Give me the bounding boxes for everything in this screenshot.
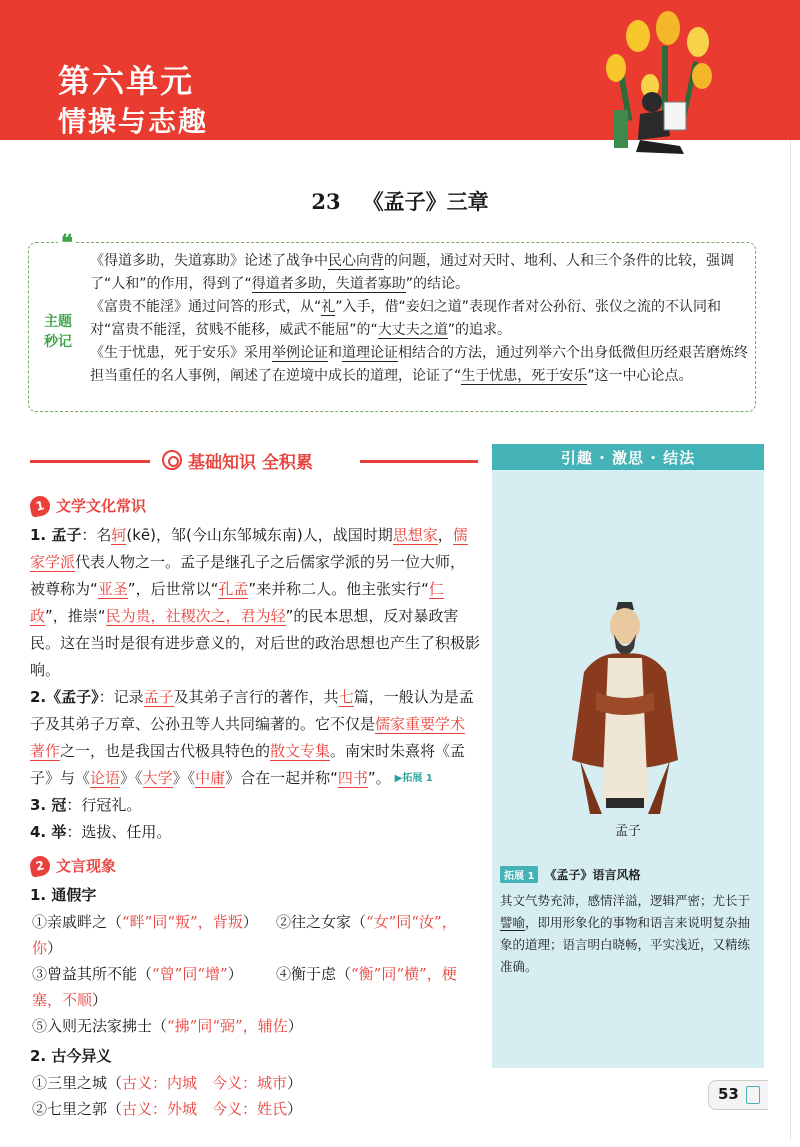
section-divider-right [360,460,478,463]
spiral-icon [162,450,182,470]
extension-tag: 拓展 1 [500,866,538,883]
portrait-caption: 孟子 [614,824,641,839]
number-badge-icon: 2 [28,854,52,878]
tongjia-item: ③曾益其所不能（“曾”同“增”） [32,965,243,983]
tongjia-item: ④衡于虑（“衡”同“横”，梗塞，不顺） [32,965,457,1009]
sidebar-header: 引趣 · 激思 · 结法 [492,444,764,470]
unit-subtitle: 情操与志趣 [58,105,209,138]
quote-mark-icon: ❝ [58,233,76,253]
extension-body: 其文气势充沛，感情洋溢，逻辑严密；尤长于譬喻，即用形象化的事物和语言来说明复杂抽象的道理；语言明白晓畅，平实浅近，又精练准确。 [500,893,751,974]
tongjia-list [30,909,480,1039]
theme-paragraph-2: 《富贵不能淫》通过问答的形式，从“礼”入手，借“妾妇之道”表现作者对公孙衍、张仪之流的不认同和对“富贵不能淫，贫贱不能移，威武不能屈”的“大丈夫之道”的追求。 [90,299,722,338]
theme-summary-text [90,250,752,388]
tongjia-item: ⑤入则无法家拂士（“拂”同“弼”，辅佐） [32,1017,303,1035]
basic-knowledge-column [30,492,480,1122]
gujin-heading: 2. 古今异义 [30,1047,112,1065]
book-icon [746,1086,760,1104]
section-divider-left [30,460,150,463]
gujin-item: ②七里之郭（古义：外城 今义：姓氏） [32,1100,303,1118]
section-heading: 基础知识 全积累 [152,446,323,474]
theme-label: 主题 秒记 [44,314,72,350]
lesson-title [0,186,800,216]
tongjia-heading: 1. 通假字 [30,886,97,904]
lesson-name: 《孟子》三章 [362,189,489,214]
reading-person-with-tulips-illustration [600,6,720,156]
number-badge-icon: 1 [28,494,52,518]
tongjia-item: ①亲戚畔之（“畔”同“叛”，背叛） [32,913,258,931]
culture-item-ju: 4. 举：选拔、任用。 [30,823,172,841]
gujin-item: ①三里之城（古义：内城 今义：城市） [32,1074,303,1092]
theme-paragraph-1: 《得道多助，失道寡助》论述了战争中民心向背的问题，通过对天时、地利、人和三个条件的比较，强调了“人和”的作用，得到了“得道者多助，失道者寡助”的结论。 [90,253,734,292]
mencius-portrait-illustration [560,592,690,814]
page-number: 53 [718,1085,739,1103]
classical-subheading: 2 文言现象 [30,852,480,880]
theme-paragraph-3: 《生于忧患，死于安乐》采用举例论证和道理论证相结合的方法，通过列举六个出身低微但历经艰苦磨炼终担当重任的名人事例，阐述了在逆境中成长的道理，论证了“生于忧患，死于安乐”这一中心论点。 [90,345,748,384]
lesson-number: 23 [311,189,341,214]
extension-title: 拓展 1 《孟子》语言风格 [500,866,640,883]
culture-item-mencius: 1. 孟子：名轲(kē)，邹(今山东邹城东南)人，战国时期思想家，儒家学派代表人物之一。孟子是继孔子之后儒家学派的另一位大师，被尊称为“亚圣”，后世常以“孔孟”来并称二人。他主张实行“仁政”，推崇“民为贵，社稷次之，君为轻”的民本思想，反对暴政害民。这在当时是很有进步意义的，对后世的政治思想也产生了积极影响。 [30,526,481,679]
unit-title: 第六单元 [58,62,195,100]
culture-item-book: 2.《孟子》：记录孟子及其弟子言行的著作，共七篇，一般认为是孟子及其弟子万章、公孙丑等人共同编著的。它不仅是儒家重要学术著作之一，也是我国古代极具特色的散文专集。南宋时朱熹将《孟子》与《论语》《大学》《中庸》合在一起并称“四书”。 ▶拓展 1 [30,688,474,787]
tongjia-item: ②往之女家（“女”同“汝”，你） [32,913,457,957]
gujin-list [30,1070,480,1122]
extension-link[interactable]: ▶拓展 1 [394,772,433,784]
page-edge-line [790,140,791,1140]
culture-subheading: 1 文学文化常识 [30,492,480,520]
culture-item-guan: 3. 冠：行冠礼。 [30,796,142,814]
